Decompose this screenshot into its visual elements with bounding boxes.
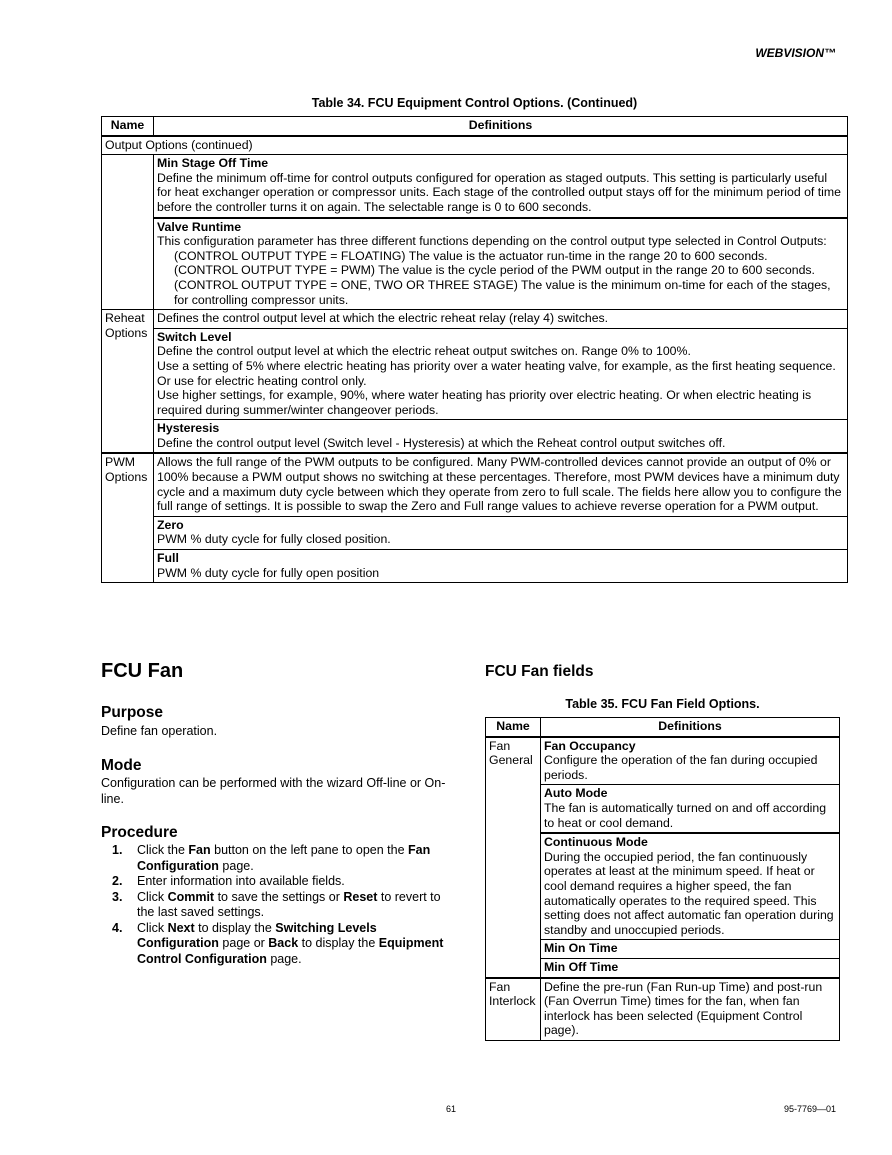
table-34-caption: Table 34. FCU Equipment Control Options. (Continued) — [311, 96, 638, 110]
reheat-name: Reheat Options — [102, 310, 154, 454]
purpose-heading: Purpose — [101, 704, 164, 721]
min-on-time: Min On Time — [541, 940, 840, 959]
min-off-time: Min Off Time — [541, 958, 840, 977]
auto-text: The fan is automatically turned on and off according to heat or cool demand. — [544, 800, 827, 830]
hyst-text: Define the control output level (Switch level - Hysteresis) at which the Reheat control output switches off. — [157, 435, 726, 450]
fan-interlock-text: Define the pre-run (Fan Run-up Time) and post-run (Fan Overrun Time) times for the fan, when fan interlock has been selected (Equipment Control page). — [541, 978, 840, 1041]
occ-text: Configure the operation of the fan during occupied periods. — [544, 753, 818, 782]
auto-title: Auto Mode — [544, 786, 608, 801]
procedure-list — [101, 843, 461, 967]
hysteresis-cell — [154, 420, 848, 454]
fan-general-name: Fan General — [486, 737, 541, 978]
header-brand: WEBVISION™ — [755, 46, 836, 60]
step-3: 3. Click Commit to save the settings or Reset to revert to the last saved settings. — [112, 889, 441, 919]
auto-mode-cell — [541, 785, 840, 833]
fan-fields-heading: FCU Fan fields — [485, 663, 594, 680]
step-2: 2. Enter information into available fields. — [112, 874, 345, 888]
valve-pwm: (CONTROL OUTPUT TYPE = PWM) The value is the cycle period of the PWM output in the range 20 to 600 seconds. — [174, 263, 815, 278]
min-stage-text: Define the minimum off-time for control outputs configured for operation as staged outputs. This setting is particularly useful for heat exchanger operation or compressor units. Each stage of the controlled output stays off for the minimum period of time before the controller turns it on again. The selectable range is 0 to 600 seconds. — [157, 170, 841, 214]
continuous-mode-cell — [541, 833, 840, 940]
full-text: PWM % duty cycle for fully open position — [157, 565, 380, 580]
switch-text-3: Use higher settings, for example, 90%, where water heating has priority over electric heating. Or when electric heating is required during summer/winter changeover periods. — [157, 388, 812, 417]
section-title: FCU Fan — [101, 660, 184, 682]
col-def-header: Definitions — [154, 117, 848, 136]
full-title: Full — [157, 551, 179, 566]
output-options-name — [102, 155, 154, 310]
zero-cell — [154, 516, 848, 549]
purpose-text: Define fan operation. — [101, 724, 218, 738]
zero-text: PWM % duty cycle for fully closed position. — [157, 532, 391, 547]
pwm-text: Allows the full range of the PWM outputs to be configured. Many PWM-controlled devices cannot provide an output of 0% or 100% because a PWM output shows no switching at these percentages. Therefore, most PWM devices have a minimum duty cycle and a maximum duty cycle between which they operate from zero to full scale. The fields here allow you to configure the full range of settings. It is possible to swap the Zero and Full range values to achieve reverse operation for a PWM output. — [154, 453, 848, 516]
procedure-heading: Procedure — [101, 824, 178, 841]
valve-floating: (CONTROL OUTPUT TYPE = FLOATING) The value is the actuator run-time in the range 20 to 600 seconds. — [174, 248, 768, 263]
reheat-text: Defines the control output level at which the electric reheat relay (relay 4) switches. — [154, 310, 848, 329]
switch-text-1: Define the control output level at which the electric reheat output switches on. Range 0% to 100%. — [157, 344, 691, 359]
mode-heading: Mode — [101, 757, 142, 774]
cont-title: Continuous Mode — [544, 835, 648, 850]
table-34 — [101, 116, 848, 583]
zero-title: Zero — [157, 517, 184, 532]
valve-runtime-cell — [154, 218, 848, 310]
cont-text: During the occupied period, the fan continuously operates at least at the minimum speed. If heat or cool demand requires a higher speed, the fan automatically operates to the required speed. This setting does not affect automatic fan operation during standby and unoccupied periods. — [544, 849, 834, 937]
valve-text: This configuration parameter has three different functions depending on the control output type selected in Control Outputs: — [157, 234, 827, 249]
occ-title: Fan Occupancy — [544, 738, 636, 753]
min-stage-title: Min Stage Off Time — [157, 156, 269, 171]
output-options-row: Output Options (continued) — [102, 136, 848, 155]
table-35-caption: Table 35. FCU Fan Field Options. — [565, 697, 760, 711]
step-4: 4. Click Next to display the Switching Levels Configuration page or Back to display the Equipment Control Configuration page. — [112, 920, 444, 966]
fan-interlock-name: Fan Interlock — [486, 978, 541, 1041]
step-1: 1. Click the Fan button on the left pane to open the Fan Configuration page. — [112, 843, 431, 873]
col-name-header: Name — [486, 718, 541, 737]
col-name-header: Name — [102, 117, 154, 136]
pwm-name: PWM Options — [102, 453, 154, 582]
mode-text: Configuration can be performed with the wizard Off-line or On-line. — [101, 776, 446, 806]
switch-title: Switch Level — [157, 329, 232, 344]
page-number: 61 — [446, 1104, 457, 1114]
hyst-title: Hysteresis — [157, 421, 220, 436]
min-stage-cell — [154, 155, 848, 218]
table-35 — [485, 717, 840, 1041]
full-cell — [154, 550, 848, 583]
valve-title: Valve Runtime — [157, 219, 242, 234]
valve-stage: (CONTROL OUTPUT TYPE = ONE, TWO OR THREE STAGE) The value is the minimum on-time for each of the stages, for controlling compressor units. — [174, 277, 831, 307]
col-def-header: Definitions — [541, 718, 840, 737]
fan-occupancy-cell — [541, 737, 840, 785]
switch-level-cell — [154, 328, 848, 420]
switch-text-2: Use a setting of 5% where electric heating has priority over a water heating valve, for example, as the first heating sequence. Or use for electric heating control only. — [157, 358, 836, 388]
document-number: 95-7769—01 — [783, 1104, 836, 1114]
